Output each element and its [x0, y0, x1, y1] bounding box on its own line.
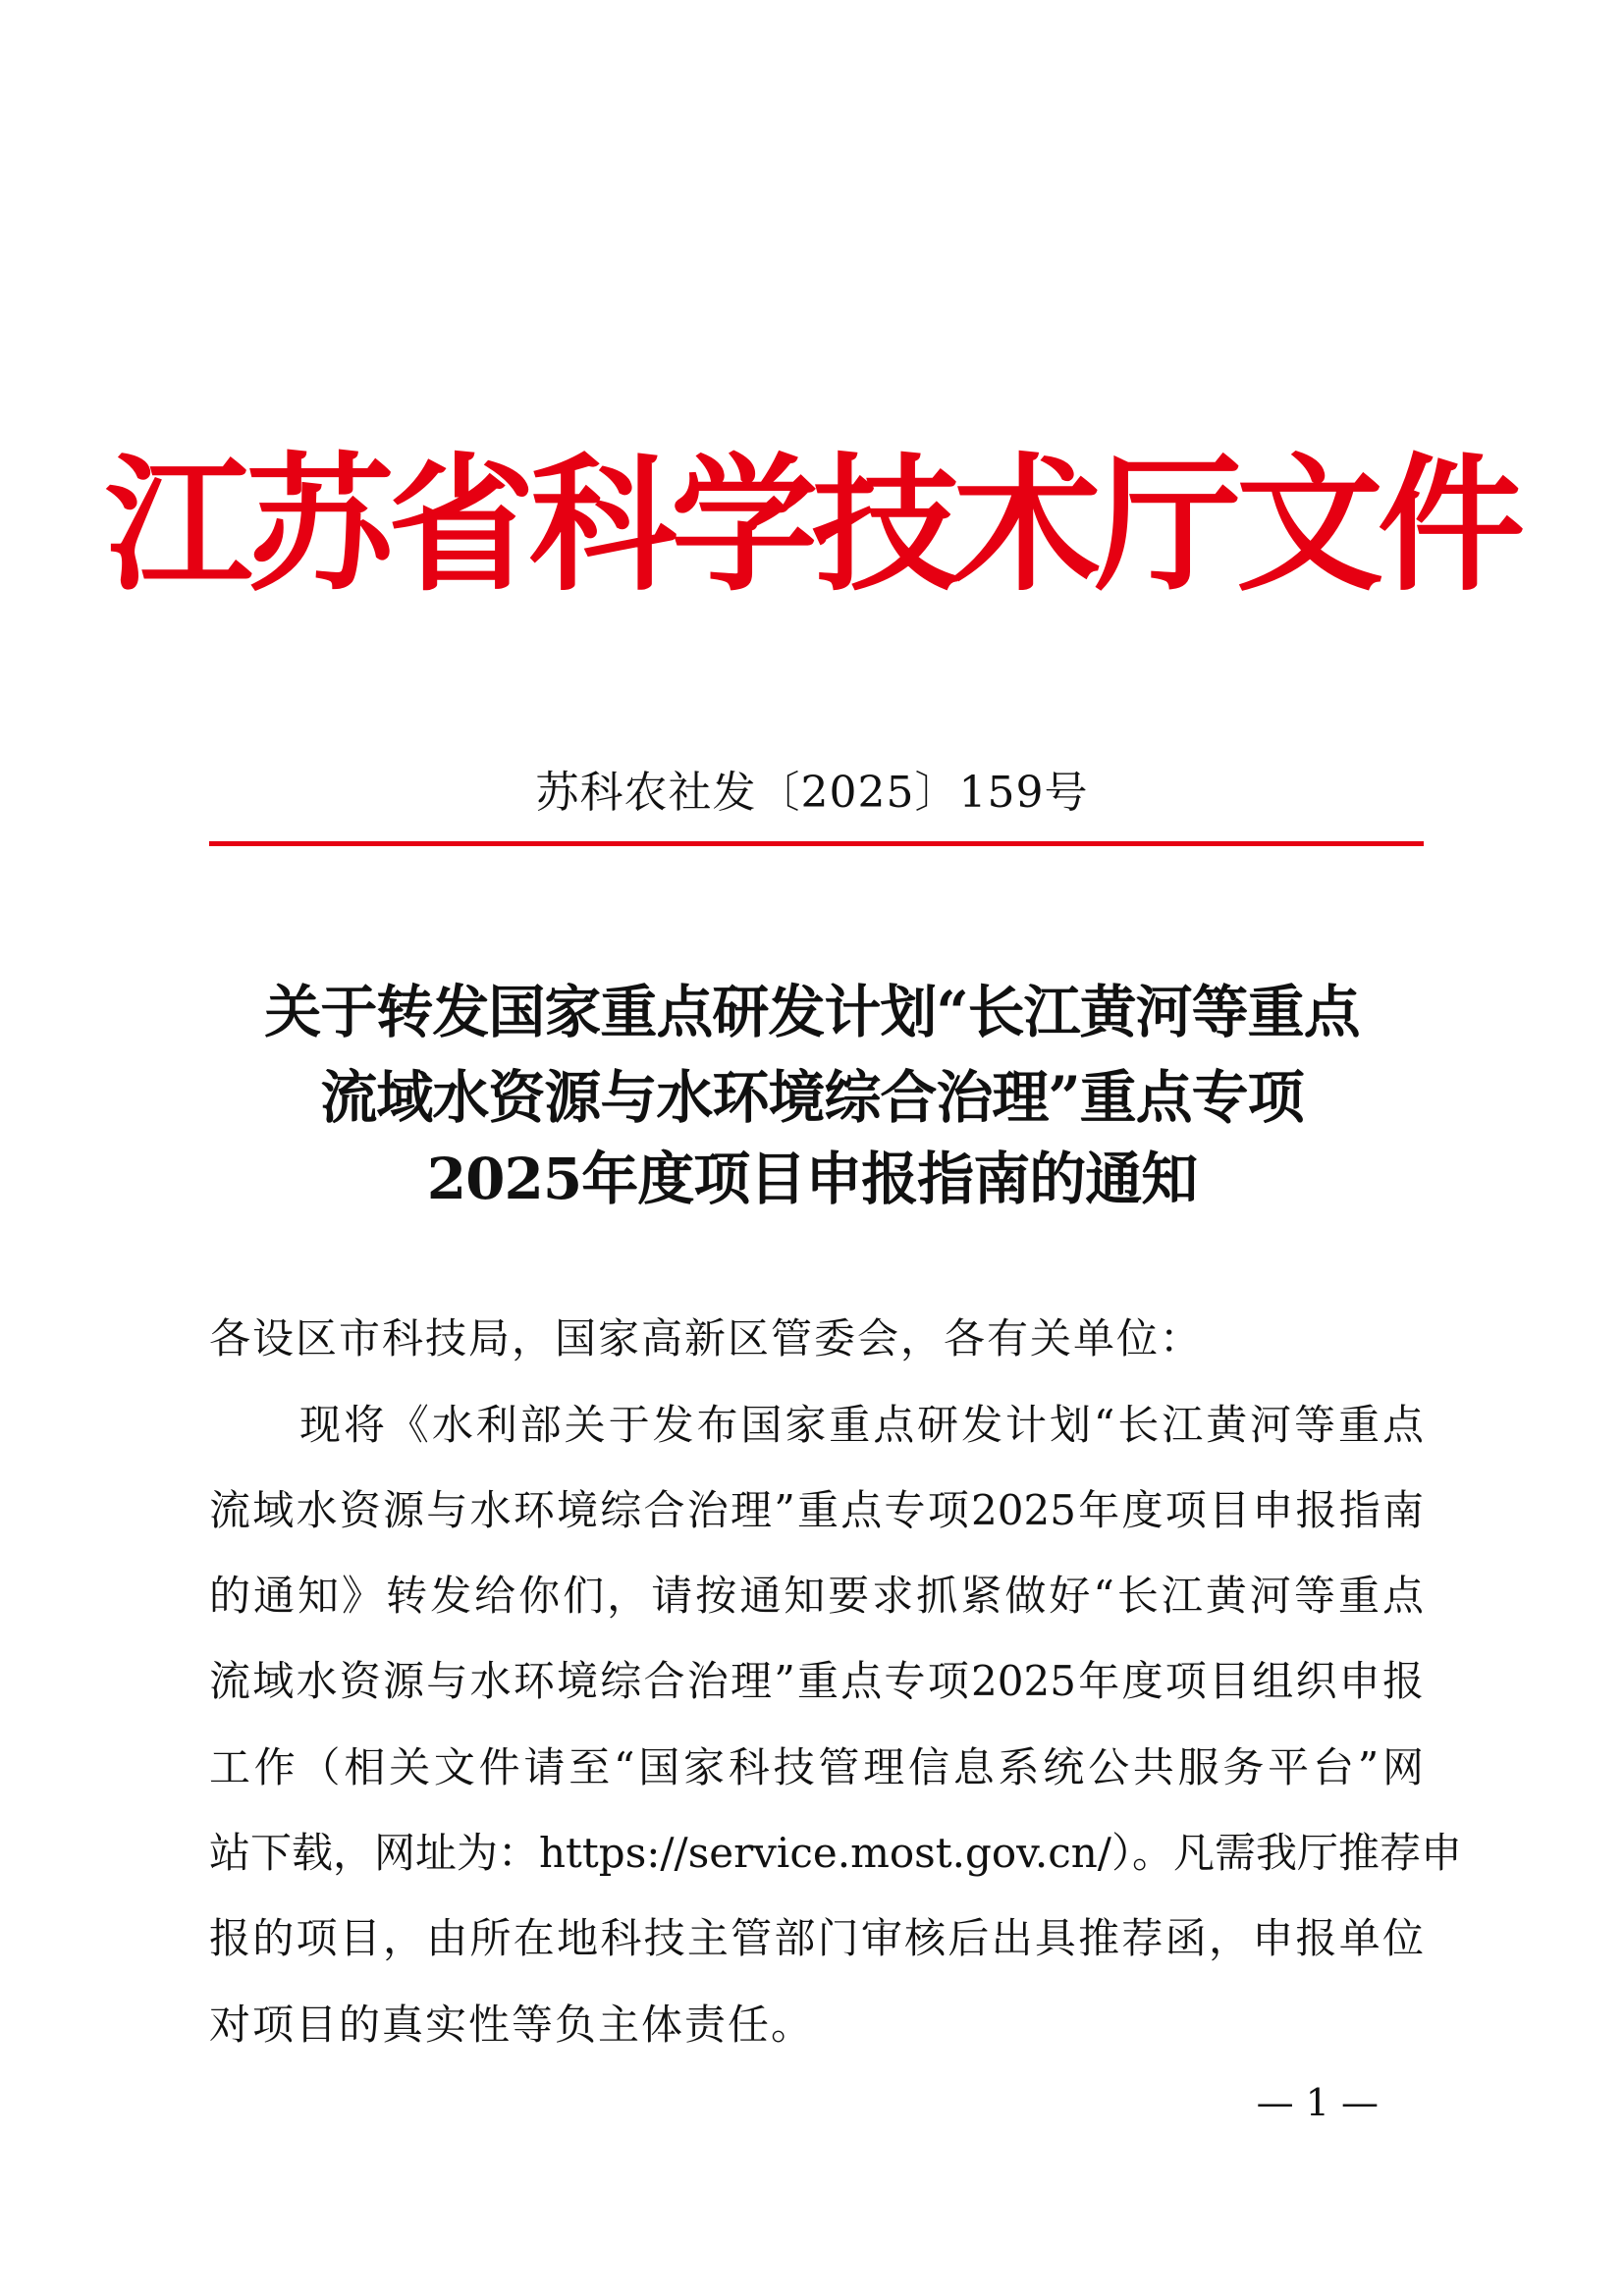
masthead-title: 江苏省科学技术厅文件: [104, 439, 1519, 612]
document-title-line-1: 关于转发国家重点研发计划“长江黄河等重点: [264, 979, 1360, 1045]
document-number: 苏科农社发〔2025〕159号: [535, 768, 1089, 818]
red-divider-line: [209, 841, 1424, 846]
body-line-5: 工作（相关文件请至“国家科技管理信息系统公共服务平台”网: [209, 1743, 1424, 1791]
body-line-2: 流域水资源与水环境综合治理”重点专项2025年度项目申报指南: [209, 1486, 1424, 1534]
body-line-4: 流域水资源与水环境综合治理”重点专项2025年度项目组织申报: [209, 1657, 1424, 1705]
body-line-3: 的通知》转发给你们，请按通知要求抓紧做好“长江黄河等重点: [209, 1572, 1424, 1620]
salutation: 各设区市科技局，国家高新区管委会，各有关单位：: [209, 1314, 1204, 1362]
page-number: — 1 —: [1256, 2081, 1379, 2124]
body-line-7: 报的项目，由所在地科技主管部门审核后出具推荐函，申报单位: [209, 1914, 1424, 1962]
body-line-1: 现将《水利部关于发布国家重点研发计划“长江黄河等重点: [299, 1401, 1424, 1449]
document-title-line-3: 2025年度项目申报指南的通知: [426, 1146, 1198, 1212]
document-title-line-2: 流域水资源与水环境综合治理”重点专项: [320, 1064, 1304, 1131]
body-line-6: 站下载，网址为：https://service.most.gov.cn/）。凡需我厅推荐申: [209, 1829, 1462, 1877]
body-line-8: 对项目的真实性等负主体责任。: [209, 2001, 815, 2049]
